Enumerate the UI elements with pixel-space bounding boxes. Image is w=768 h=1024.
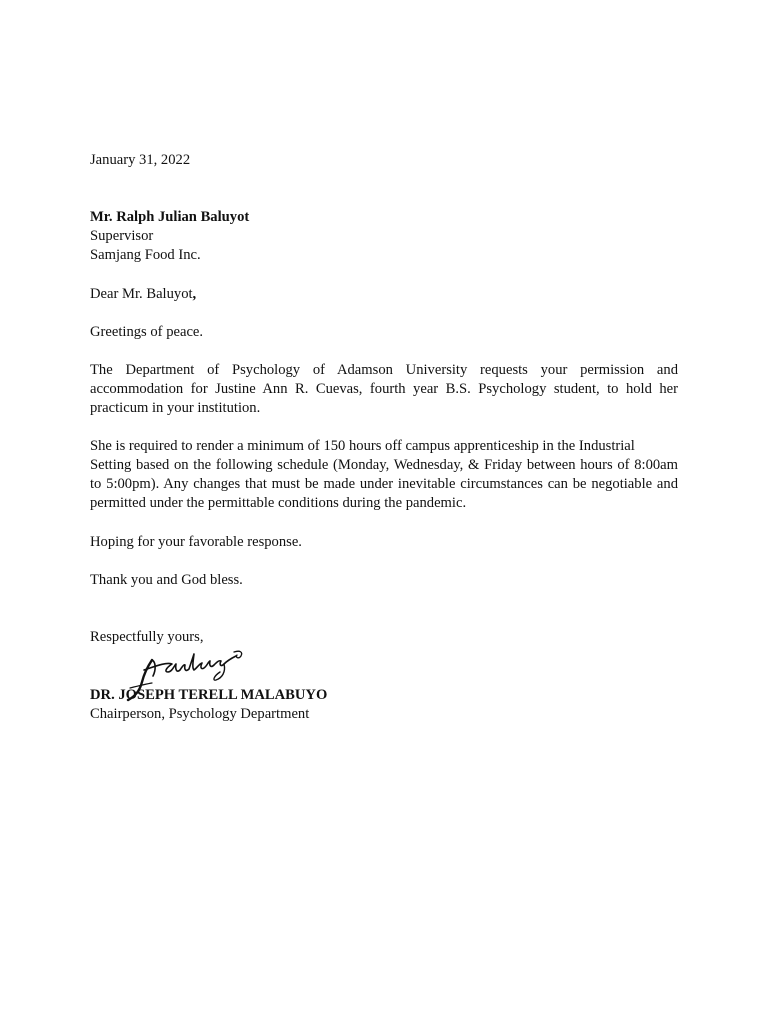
closing-hope: Hoping for your favorable response. — [90, 534, 302, 550]
paragraph-schedule-rest: Setting based on the following schedule (Monday, Wednesday, & Friday between hours of 8:00am to 5:00pm). Any changes that must be made under inevitable circumstances can be negotiable and permitted under the permittable conditions during the pandemic. — [90, 457, 678, 511]
recipient-block — [90, 208, 678, 265]
recipient-name: Mr. Ralph Julian Baluyot — [90, 209, 250, 225]
salutation — [90, 285, 678, 304]
recipient-company: Samjang Food Inc. — [90, 247, 201, 263]
closing-thanks: Thank you and God bless. — [90, 572, 243, 588]
paragraph-schedule — [90, 437, 678, 513]
signatory-position: Chairperson, Psychology Department — [90, 706, 310, 722]
salutation-text: Dear Mr. Baluyot — [90, 286, 193, 302]
paragraph-schedule-line1: She is required to render a minimum of 150 hours off campus apprenticeship in the Industrial — [90, 438, 635, 454]
recipient-title: Supervisor — [90, 228, 154, 244]
salutation-comma: , — [192, 286, 197, 302]
signatory-name: DR. JOSEPH TERELL MALABUYO — [90, 687, 328, 703]
paragraph-request: The Department of Psychology of Adamson University requests your permission and accommodation for Justine Ann R. Cuevas, fourth year B.S. Psychology student, to hold her practicum in your institution. — [90, 362, 678, 416]
letter-date: January 31, 2022 — [90, 152, 191, 168]
greeting: Greetings of peace. — [90, 324, 204, 340]
complimentary-close: Respectfully yours, — [90, 629, 204, 645]
